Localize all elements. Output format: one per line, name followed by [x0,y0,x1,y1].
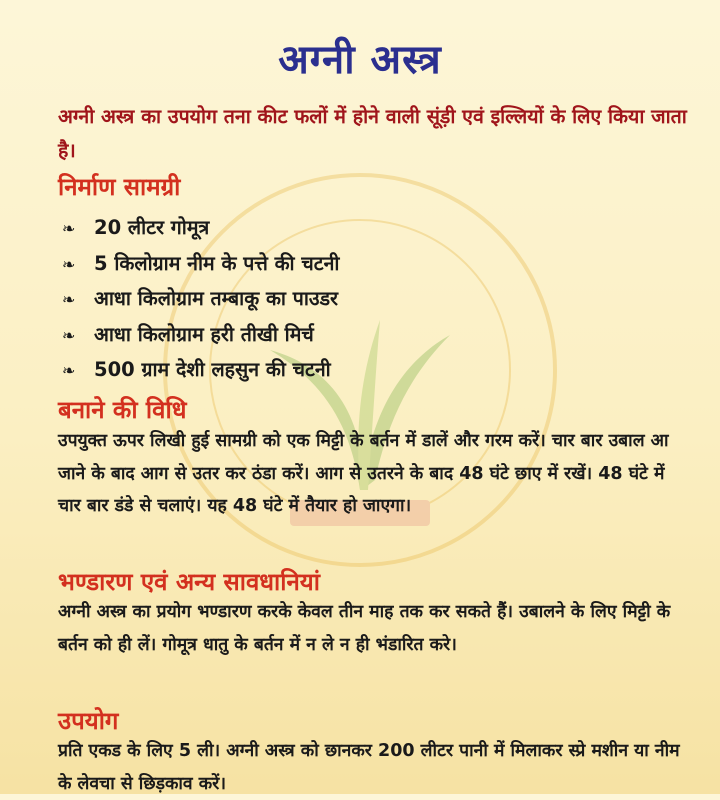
leaf-bullet-icon: ❧ [62,254,76,274]
storage-heading: भण्डारण एवं अन्य सावधानियां [58,568,320,596]
method-text: उपयुक्त ऊपर लिखी हुई सामग्री को एक मिट्टी के बर्तन में डालें और गरम करें। चार बार उबाल आ जाने के बाद आग से उतर कर ठंडा करें। आग से उतरने के बाद 48 घंटे छाए में रखें। 48 घंटे में चार बार डंडे से चलाएं। यह 48 घंटे में तैयार हो जाएगा। [58,431,669,516]
intro-text: अग्नी अस्त्र का उपयोग तना कीट फलों में होने वाली सूंड़ी एवं इल्लियों के लिए किया जाता है। [58,105,687,162]
list-item: ❧ 500 ग्राम देशी लहसुन की चटनी [62,352,339,388]
method-heading: बनाने की विधि [58,396,187,424]
materials-list [62,210,339,388]
usage-heading: उपयोग [58,707,119,735]
list-item: ❧ 5 किलोग्राम नीम के पत्ते की चटनी [62,246,339,282]
list-item: ❧ आधा किलोग्राम हरी तीखी मिर्च [62,317,339,353]
leaf-bullet-icon: ❧ [62,219,76,238]
materials-heading: निर्माण सामग्री [58,173,181,201]
leaf-bullet-icon: ❧ [62,290,76,309]
list-item: ❧ आधा किलोग्राम तम्बाकू का पाउडर [62,281,339,317]
list-item: ❧ 20 लीटर गोमूत्र [62,210,339,246]
leaf-bullet-icon: ❧ [62,325,76,345]
usage-text: प्रति एकड के लिए 5 ली। अग्नी अस्त्र को छानकर 200 लीटर पानी में मिलाकर स्प्रे मशीन या नीम के लेवचा से छिड़काव करें। [58,741,680,794]
leaf-bullet-icon: ❧ [62,361,76,380]
page-title: अग्नी अस्त्र [278,36,442,83]
storage-text: अग्नी अस्त्र का प्रयोग भण्डारण करके केवल तीन माह तक कर सकते हैं। उबालने के लिए मिट्टी के बर्तन को ही लें। गोमूत्र धातु के बर्तन में न ले न ही भंडारित करे। [58,602,671,655]
